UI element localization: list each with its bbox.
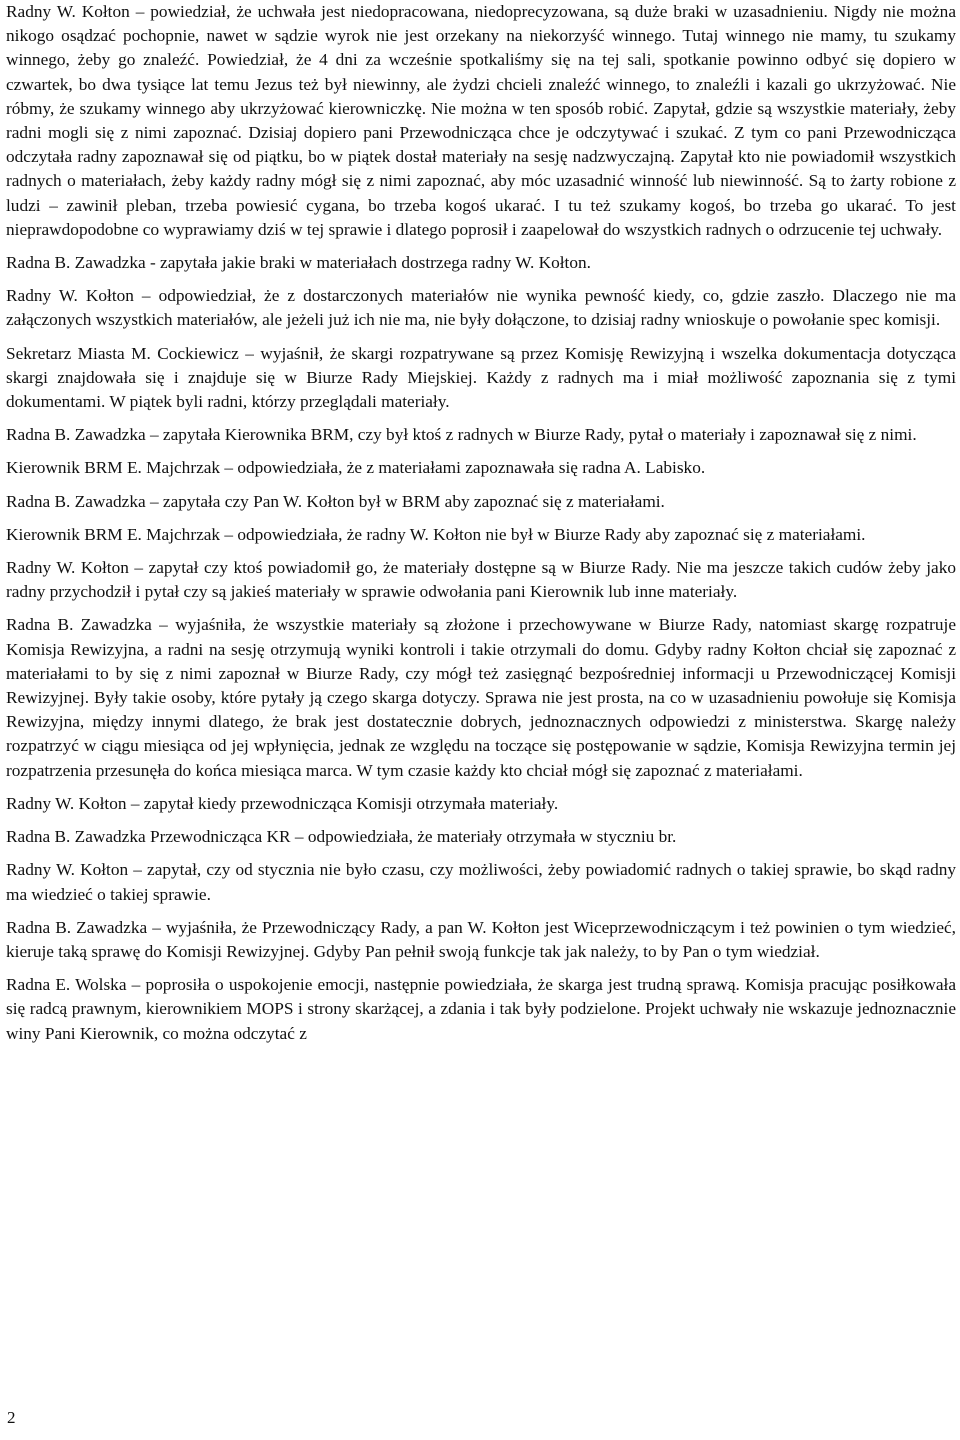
paragraph-kolton-question-notice: Radny W. Kołton – zapytał czy ktoś powiadomił go, że materiały dostępne są w Biurze Rady. Nie ma jeszcze takich cudów żeby jako radny przychodził i pytał czy są jakieś materiały w sprawie odwołania pani Kierownik lub inne materiały. — [6, 558, 956, 602]
paragraph-wolska-statement: Radna E. Wolska – poprosiła o uspokojenie emocji, następnie powiedziała, że skarga jest trudną sprawą. Komisja pracując posiłkowała się radcą prawnym, kierownikiem MOPS i strony skarżącej, a zdania i tak były podzielone. Projekt uchwały nie wskazuje jednoznacznie winy Pani Kierownik, co można odczytać z — [6, 975, 956, 1043]
paragraph-zawadzka-question-kolton: Radna B. Zawadzka – zapytała czy Pan W. Kołton był w BRM aby zapoznać się z materiałami. — [6, 491, 665, 511]
document-page — [6, 0, 956, 1055]
paragraph-kolton-answer: Radny W. Kołton – odpowiedział, że z dostarczonych materiałów nie wynika pewność kiedy, co, gdzie zaszło. Dlaczego nie ma załączonych wszystkich materiałów, ale jeżeli już ich nie ma, nie były dołączone, to dzisiaj radny wnioskuje o powołanie spec komisji. — [6, 286, 956, 330]
paragraph-zawadzka-explanation: Radna B. Zawadzka – wyjaśniła, że wszystkie materiały są złożone i przechowywane w Biurze Rady, natomiast skargę rozpatruje Komisja Rewizyjna, a radni na sesję otrzymują wyniki kontroli i takie otrzymali do domu. Gdyby radny Kołton chciał się zapoznać z materiałami to by się z nimi zapoznał w Biurze Rady, czy mógł też zasięgnąć bezpośredniej informacji u Przewodniczącej Komisji Rewizyjnej. Były takie osoby, które pytały ją czego skarga dotyczy. Sprawa nie jest prosta, na co w uzasadnieniu powołuje się Komisja Rewizyjna, między innymi dlatego, że brak jest dostatecznie dobrych, jednoznacznych odpowiedzi z ministerstwa. Skargę należy rozpatrzyć w ciągu miesiąca od jej wpłynięcia, jednak ze względu na toczące się postępowanie w sądzie, Komisja Rewizyjna termin jej rozpatrzenia przesunęła do końca miesiąca marca. W tym czasie każdy kto chciał mógł się zapoznać z materiałami. — [6, 615, 956, 780]
page-number: 2 — [7, 1408, 16, 1427]
paragraph-secretary-explanation: Sekretarz Miasta M. Cockiewicz – wyjaśnił, że skargi rozpatrywane są przez Komisję Rewizyjną i wszelka dokumentacja dotycząca skargi znajdowała się i znajduje się w Biurze Rady Miejskiej. Każdy z radnych ma i miał możliwość zapoznania się z tymi dokumentami. W piątek byli radni, którzy przeglądali materiały. — [6, 343, 956, 412]
paragraph-majchrzak-answer-kolton: Kierownik BRM E. Majchrzak – odpowiedziała, że radny W. Kołton nie był w Biurze Rady aby zapoznać się z materiałami. — [6, 524, 866, 544]
paragraph-majchrzak-answer: Kierownik BRM E. Majchrzak – odpowiedziała, że z materiałami zapoznawała się radna A. Labisko. — [6, 458, 706, 478]
paragraph-zawadzka-question: Radna B. Zawadzka - zapytała jakie braki w materiałach dostrzega radny W. Kołton. — [6, 253, 591, 273]
paragraph-zawadzka-answer-date: Radna B. Zawadzka Przewodnicząca KR – odpowiedziała, że materiały otrzymała w styczniu br. — [6, 827, 677, 847]
paragraph-kolton-question-time: Radny W. Kołton – zapytał, czy od stycznia nie było czasu, czy możliwości, żeby powiadomić radnych o takiej sprawie, bo skąd radny ma wiedzieć o takiej sprawie. — [6, 860, 956, 904]
paragraph-zawadzka-explanation-vice: Radna B. Zawadzka – wyjaśniła, że Przewodniczący Rady, a pan W. Kołton jest Wiceprzewodniczącym i też powinien o tym wiedzieć, kieruje taką sprawę do Komisji Rewizyjnej. Gdyby Pan pełnił swoją funkcje tak jak należy, to by Pan o tym wiedział. — [6, 917, 956, 961]
paragraph-zawadzka-question-brm: Radna B. Zawadzka – zapytała Kierownika BRM, czy był ktoś z radnych w Biurze Rady, pytał o materiały i zapoznawał się z nimi. — [6, 425, 917, 445]
paragraph-kolton-statement: Radny W. Kołton – powiedział, że uchwała jest niedopracowana, niedoprecyzowana, są duże braki w uzasadnieniu. Nigdy nie można nikogo osądzać pochopnie, nawet w sądzie wyrok nie jest orzekany na niekorzyść winnego. Tutaj winnego nie mamy, tu szukamy winnego, żeby go znaleźć. Powiedział, że 4 dni za wcześnie spotkaliśmy się na tej sali, spotkanie powinno odbyć się dopiero w czwartek, bo dwa tysiące lat temu Jezus też był niewinny, ale żydzi chcieli znaleźć winnego, to znaleźli i kazali go ukrzyżować. Nie róbmy, że szukamy winnego aby ukrzyżować kierowniczkę. Nie można w ten sposób robić. Zapytał, gdzie są wszystkie materiały, żeby radni mogli się z nimi zapoznać. Dzisiaj dopiero pani Przewodnicząca chce je odczytywać i szukać. Z tym co pani Przewodnicząca odczytała radny zapoznawał się od piątku, bo w piątek dostał materiały na sesję nadzwyczajną. Zapytał kto nie powiadomił wszystkich radnych o materiałach, żeby każdy radny mógł się z nimi zapoznać, aby móc uzasadnić winność lub niewinność. Są to żarty robione z ludzi – zawinił pleban, trzeba powiesić cygana, bo trzeba kogoś ukarać. I tu też szukamy kogoś, bo trzeba go ukarać. To jest nieprawdopodobne co wyprawiamy dziś w tej sprawie i dlatego poprosił i zaapelował do wszystkich radnych o odrzucenie tej uchwały. — [6, 2, 956, 239]
paragraph-kolton-question-date: Radny W. Kołton – zapytał kiedy przewodnicząca Komisji otrzymała materiały. — [6, 793, 559, 813]
